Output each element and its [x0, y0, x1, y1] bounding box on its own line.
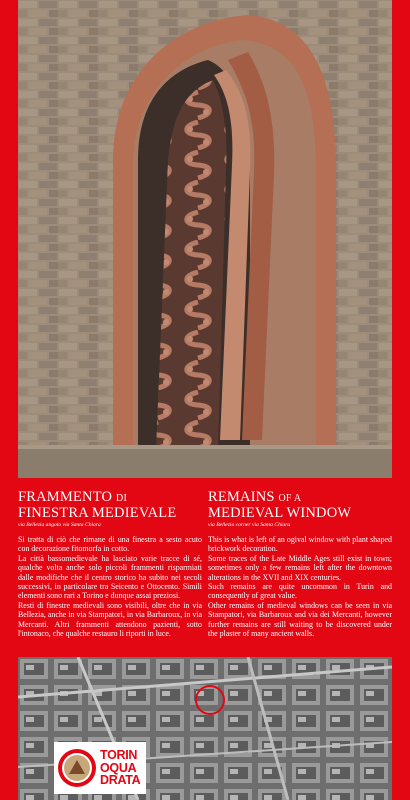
italian-title	[18, 490, 202, 520]
italian-title-small: DI	[116, 493, 127, 504]
logo-line: TORIN	[100, 748, 138, 763]
english-paragraph: Such remains are quite uncommon in Turin and consequently of great value.	[208, 582, 392, 601]
english-title-word: REMAINS	[208, 489, 275, 505]
english-title-small: OF A	[278, 493, 302, 504]
italian-title-line2: FINESTRA MEDIEVALE	[18, 505, 177, 521]
english-subtitle: via Bellezia corner via Santa Chiara	[208, 522, 291, 528]
window-photo	[18, 0, 392, 478]
italian-paragraph: Si tratta di ciò che rimane di una finestra a sesto acuto con decorazione fitomorfa in cotto.	[18, 535, 202, 554]
logo-wordmark	[100, 749, 140, 787]
italian-paragraph: Resti di finestre medievali sono visibili, oltre che in via Bellezia, anche in via Stampatori, in via Barbaroux, in via Mercanti. Altri frammenti attendono pazienti, sotto l'intonaco, che qualche restauro li riporti in luce.	[18, 600, 202, 639]
english-paragraph: Other remains of medieval windows can be seen in via Stampatori, via Barbaroux and via dei Mercanti, however further remains are still waiting to be discovered under the plaster of many ancient walls.	[208, 600, 392, 639]
italian-body	[18, 535, 202, 638]
italian-subtitle: via Bellezia angolo via Santa Chiara	[18, 522, 101, 528]
logo	[54, 742, 146, 794]
italian-paragraph: La città bassomedievale ha lasciato varie tracce di sé, qualche volta anche solo piccoli frammenti risparmiati dalle modifiche che il centro storico ha subito nei secoli successivi, in particolare tra Seicento e Ottocento. Simili elementi sono rari a Torino e dunque assai preziosi.	[18, 553, 202, 601]
archive-seal-icon	[57, 748, 97, 788]
text-columns	[18, 490, 392, 650]
english-paragraph: This is what is left of an ogival window with plant shaped brickwork decoration.	[208, 535, 392, 554]
english-paragraph: Some traces of the Late Middle Ages still exist in town; sometimes only a few remains left after the downtown alterations in the XVII and XIX centuries.	[208, 553, 392, 582]
english-column	[208, 490, 392, 650]
logo-line: DRATA	[100, 773, 141, 788]
logo-line: OQUA	[100, 760, 137, 775]
italian-column	[18, 490, 202, 650]
english-title	[208, 490, 392, 520]
italian-title-word: FRAMMENTO	[18, 489, 113, 505]
english-title-line2: MEDIEVAL WINDOW	[208, 505, 352, 521]
english-body	[208, 535, 392, 638]
